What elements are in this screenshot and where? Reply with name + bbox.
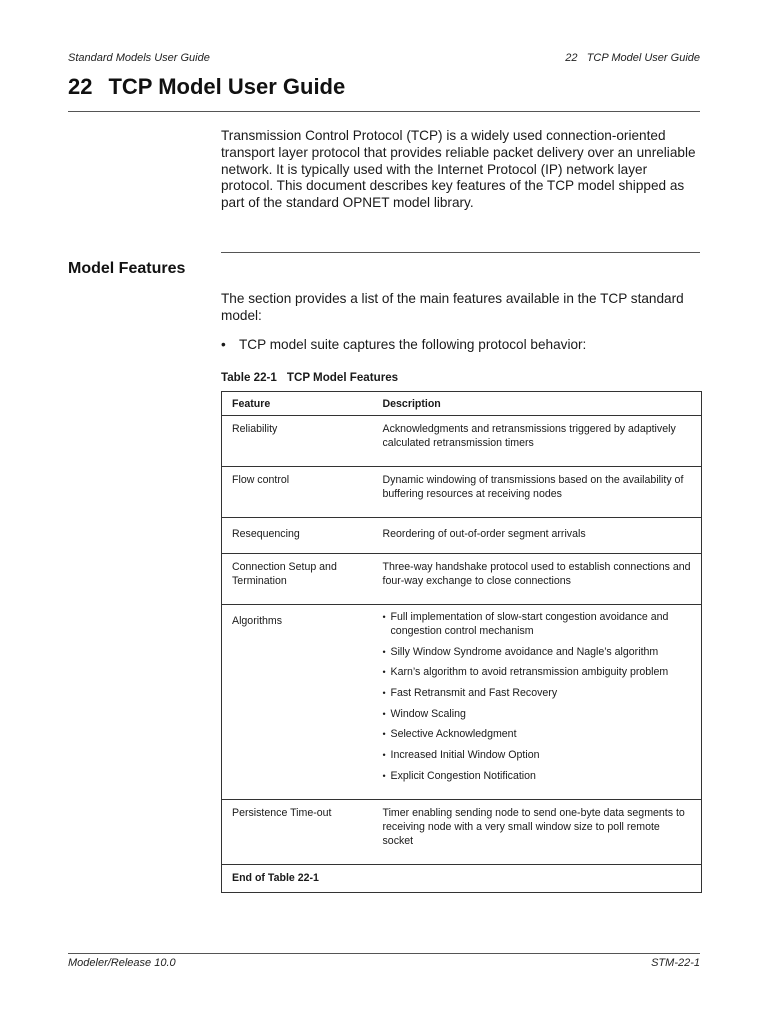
- algorithm-list: [383, 610, 692, 783]
- algorithm-text: Fast Retransmit and Fast Recovery: [390, 687, 558, 700]
- table-row: [222, 799, 702, 864]
- table-caption-title: TCP Model Features: [286, 371, 399, 384]
- feature-cell: Persistence Time-out: [222, 799, 373, 864]
- bullet-dot: •: [382, 708, 386, 719]
- table-header-feature: Feature: [222, 392, 373, 416]
- feature-cell: Algorithms: [222, 605, 373, 800]
- table-caption-number: Table 22-1: [221, 371, 277, 384]
- footer-right: STM-22-1: [651, 957, 700, 969]
- table-end-label: End of Table 22-1: [222, 864, 702, 892]
- table-header-row: [222, 392, 702, 416]
- chapter-title: [68, 74, 345, 100]
- footer-left: Modeler/Release 10.0: [68, 957, 176, 969]
- table-row-algorithms: [222, 605, 702, 800]
- description-cell: Dynamic windowing of transmissions based on the availability of buffering resources at receiving nodes: [373, 467, 702, 518]
- bullet-dot: •: [382, 729, 386, 740]
- feature-cell: Connection Setup and Termination: [222, 554, 373, 605]
- chapter-number: 22: [68, 74, 93, 99]
- list-item: [383, 727, 692, 741]
- description-cell: Three-way handshake protocol used to establish connections and four-way exchange to close connections: [373, 554, 702, 605]
- list-item: [383, 748, 692, 762]
- table-caption: [221, 371, 398, 384]
- algorithm-text: Explicit Congestion Notification: [390, 769, 536, 782]
- table-header-description: Description: [373, 392, 702, 416]
- bullet-dot: •: [382, 770, 386, 781]
- running-header: [68, 52, 700, 64]
- algorithm-text: Window Scaling: [390, 707, 466, 720]
- running-header-right: 22 TCP Model User Guide: [565, 52, 700, 64]
- bullet-dot: •: [382, 750, 386, 761]
- list-item: [383, 665, 692, 679]
- header-rule: [68, 111, 700, 112]
- algorithm-text: Karn’s algorithm to avoid retransmission ambiguity problem: [390, 666, 669, 679]
- intro-paragraph: Transmission Control Protocol (TCP) is a widely used connection-oriented transport layer protocol that provides reliable packet delivery over an unreliable network. It is typically used with the Internet Protocol (IP) network layer protocol. This document describes key features of the TCP model shipped as part of the standard OPNET model library.: [221, 128, 696, 211]
- algorithm-text: Silly Window Syndrome avoidance and Nagle’s algorithm: [390, 645, 659, 658]
- bullet-item: [221, 337, 703, 354]
- features-table: [221, 391, 702, 893]
- algorithm-text: Increased Initial Window Option: [390, 749, 540, 762]
- list-item: [383, 707, 692, 721]
- table-row: [222, 554, 702, 605]
- bullet-dot: •: [382, 688, 386, 699]
- bullet-text: TCP model suite captures the following protocol behavior:: [239, 337, 587, 352]
- running-header-left: Standard Models User Guide: [68, 52, 210, 64]
- bullet-dot: •: [382, 612, 386, 622]
- bullet-dot: •: [382, 646, 386, 657]
- description-cell: Acknowledgments and retransmissions triggered by adaptively calculated retransmission timers: [373, 416, 702, 467]
- table-row: [222, 467, 702, 518]
- algorithm-text: Full implementation of slow-start congestion avoidance and congestion control mechanism: [390, 611, 669, 637]
- table-row: [222, 518, 702, 554]
- description-cell: [373, 605, 702, 800]
- section-heading: Model Features: [68, 260, 186, 277]
- list-item: [383, 645, 692, 659]
- table-row: [222, 416, 702, 467]
- section-intro-paragraph: The section provides a list of the main features available in the TCP standard model:: [221, 291, 684, 323]
- feature-cell: Reliability: [222, 416, 373, 467]
- chapter-title-text: TCP Model User Guide: [108, 74, 346, 99]
- section-rule: [221, 252, 700, 253]
- feature-cell: Resequencing: [222, 518, 373, 554]
- description-cell: Timer enabling sending node to send one-byte data segments to receiving node with a very small window size to poll remote socket: [373, 799, 702, 864]
- list-item: [383, 686, 692, 700]
- page-footer: [68, 957, 700, 969]
- bullet-dot: •: [221, 337, 226, 352]
- footer-rule: [68, 953, 700, 954]
- algorithm-text: Selective Acknowledgment: [390, 728, 517, 741]
- list-item: [383, 769, 692, 783]
- bullet-dot: •: [382, 667, 386, 678]
- table-end-row: [222, 864, 702, 892]
- feature-cell: Flow control: [222, 467, 373, 518]
- description-cell: Reordering of out-of-order segment arrivals: [373, 518, 702, 554]
- list-item: [383, 610, 692, 638]
